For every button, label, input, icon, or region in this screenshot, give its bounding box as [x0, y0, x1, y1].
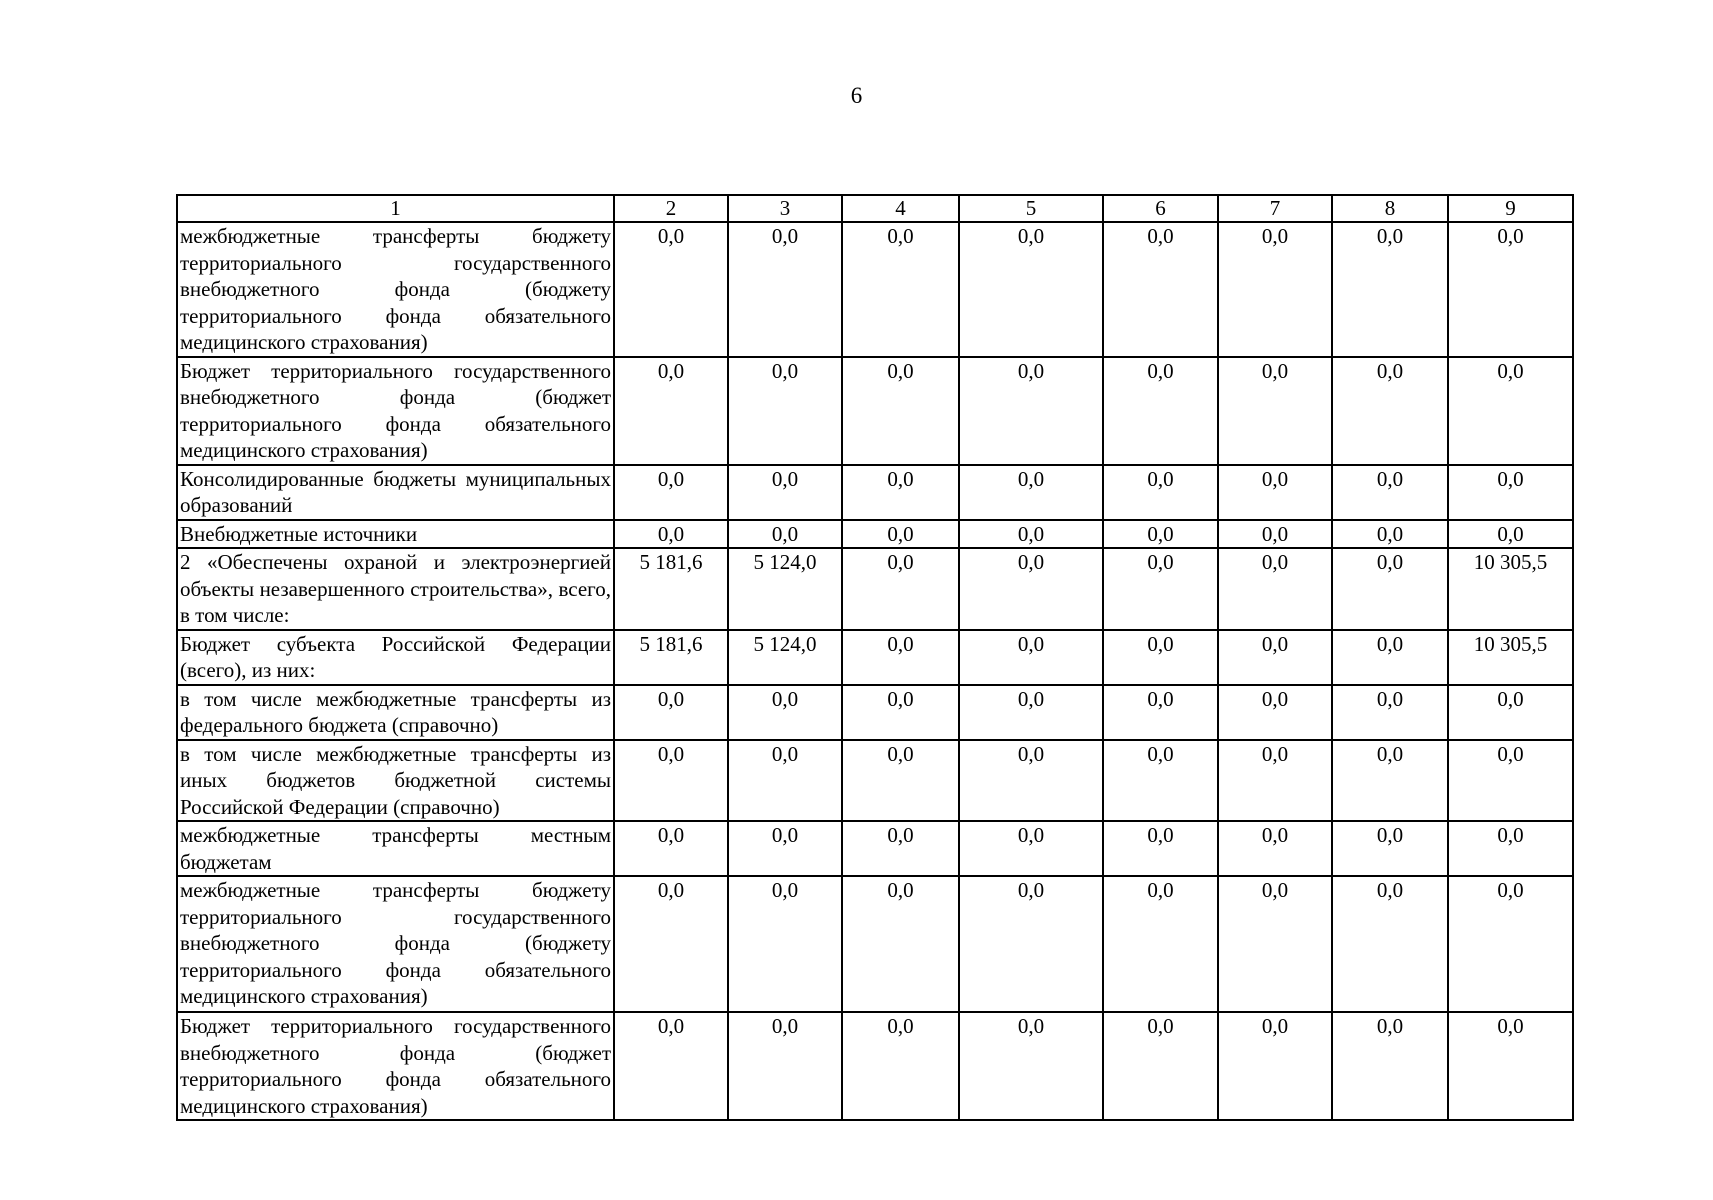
cell-value: 0,0: [1448, 357, 1573, 465]
cell-value: 0,0: [728, 357, 842, 465]
column-header: 9: [1448, 195, 1573, 222]
cell-value: 0,0: [1332, 1012, 1448, 1120]
cell-value: 0,0: [1218, 465, 1332, 520]
column-header: 3: [728, 195, 842, 222]
cell-value: 0,0: [842, 821, 959, 876]
cell-value: 0,0: [959, 876, 1103, 1012]
table-header: [177, 195, 1573, 222]
column-header: 2: [614, 195, 728, 222]
row-label: Бюджет субъекта Российской Федерации (всего), из них:: [177, 630, 614, 685]
cell-value: 0,0: [1332, 357, 1448, 465]
column-header: 8: [1332, 195, 1448, 222]
row-label: 2 «Обеспечены охраной и электроэнергией объекты незавершенного строительства», всего, в том числе:: [177, 548, 614, 630]
cell-value: 0,0: [1103, 357, 1218, 465]
cell-value: 0,0: [728, 685, 842, 740]
cell-value: 5 181,6: [614, 630, 728, 685]
table-row: [177, 685, 1573, 740]
cell-value: 0,0: [1332, 876, 1448, 1012]
cell-value: 0,0: [1448, 685, 1573, 740]
column-header: 5: [959, 195, 1103, 222]
cell-value: 0,0: [842, 630, 959, 685]
cell-value: 0,0: [959, 222, 1103, 357]
cell-value: 0,0: [1448, 740, 1573, 822]
cell-value: 0,0: [1448, 465, 1573, 520]
cell-value: 0,0: [1218, 222, 1332, 357]
table-row: [177, 740, 1573, 822]
cell-value: 0,0: [1332, 520, 1448, 549]
cell-value: 0,0: [728, 740, 842, 822]
cell-value: 0,0: [1103, 222, 1218, 357]
cell-value: 0,0: [1103, 465, 1218, 520]
cell-value: 0,0: [614, 1012, 728, 1120]
cell-value: 0,0: [1332, 630, 1448, 685]
cell-value: 0,0: [728, 222, 842, 357]
cell-value: 0,0: [1103, 1012, 1218, 1120]
cell-value: 0,0: [1218, 630, 1332, 685]
row-label: Бюджет территориального государственного внебюджетного фонда (бюджет территориального фонда обязательного медицинского страхования): [177, 1012, 614, 1120]
cell-value: 5 181,6: [614, 548, 728, 630]
cell-value: 0,0: [614, 821, 728, 876]
cell-value: 0,0: [1103, 548, 1218, 630]
cell-value: 0,0: [1103, 821, 1218, 876]
cell-value: 0,0: [959, 740, 1103, 822]
column-header: 6: [1103, 195, 1218, 222]
cell-value: 0,0: [1218, 821, 1332, 876]
cell-value: 0,0: [1332, 685, 1448, 740]
column-header: 4: [842, 195, 959, 222]
cell-value: 10 305,5: [1448, 548, 1573, 630]
table-row: [177, 548, 1573, 630]
cell-value: 0,0: [1332, 740, 1448, 822]
row-label: межбюджетные трансферты бюджету территориального государственного внебюджетного фонда (бюджету территориального фонда обязательного медицинского страхования): [177, 876, 614, 1012]
cell-value: 0,0: [842, 740, 959, 822]
table-row: [177, 222, 1573, 357]
cell-value: 0,0: [728, 465, 842, 520]
cell-value: 0,0: [1218, 548, 1332, 630]
cell-value: 0,0: [842, 685, 959, 740]
row-label: в том числе межбюджетные трансферты из федерального бюджета (справочно): [177, 685, 614, 740]
cell-value: 0,0: [1103, 520, 1218, 549]
cell-value: 0,0: [1332, 465, 1448, 520]
table-row: [177, 1012, 1573, 1120]
cell-value: 0,0: [1448, 876, 1573, 1012]
cell-value: 5 124,0: [728, 630, 842, 685]
row-label: Консолидированные бюджеты муниципальных образований: [177, 465, 614, 520]
cell-value: 0,0: [842, 520, 959, 549]
cell-value: 0,0: [614, 465, 728, 520]
cell-value: 0,0: [1103, 876, 1218, 1012]
table-row: [177, 357, 1573, 465]
cell-value: 0,0: [614, 222, 728, 357]
cell-value: 0,0: [1332, 548, 1448, 630]
table-row: [177, 876, 1573, 1012]
cell-value: 0,0: [728, 821, 842, 876]
cell-value: 0,0: [728, 520, 842, 549]
cell-value: 0,0: [1103, 630, 1218, 685]
cell-value: 0,0: [959, 465, 1103, 520]
cell-value: 0,0: [1218, 520, 1332, 549]
cell-value: 0,0: [614, 520, 728, 549]
cell-value: 0,0: [959, 548, 1103, 630]
page-number: 6: [850, 83, 863, 108]
cell-value: 0,0: [959, 357, 1103, 465]
cell-value: 0,0: [1103, 740, 1218, 822]
table-body: [177, 222, 1573, 1120]
cell-value: 0,0: [842, 548, 959, 630]
row-label: Бюджет территориального государственного внебюджетного фонда (бюджет территориального фонда обязательного медицинского страхования): [177, 357, 614, 465]
column-header: 7: [1218, 195, 1332, 222]
table-row: [177, 520, 1573, 549]
table-row: [177, 465, 1573, 520]
cell-value: 0,0: [959, 520, 1103, 549]
column-header: 1: [177, 195, 614, 222]
row-label: в том числе межбюджетные трансферты из иных бюджетов бюджетной системы Российской Федерации (справочно): [177, 740, 614, 822]
cell-value: 0,0: [1332, 821, 1448, 876]
cell-value: 0,0: [1332, 222, 1448, 357]
row-label: межбюджетные трансферты бюджету территориального государственного внебюджетного фонда (бюджету территориального фонда обязательного медицинского страхования): [177, 222, 614, 357]
cell-value: 0,0: [1103, 685, 1218, 740]
cell-value: 0,0: [959, 630, 1103, 685]
cell-value: 0,0: [1218, 740, 1332, 822]
cell-value: 10 305,5: [1448, 630, 1573, 685]
cell-value: 0,0: [728, 1012, 842, 1120]
cell-value: 0,0: [959, 685, 1103, 740]
cell-value: 0,0: [842, 1012, 959, 1120]
cell-value: 0,0: [614, 876, 728, 1012]
header-row: [177, 195, 1573, 222]
cell-value: 0,0: [959, 821, 1103, 876]
cell-value: 0,0: [1218, 1012, 1332, 1120]
cell-value: 0,0: [842, 876, 959, 1012]
cell-value: 0,0: [959, 1012, 1103, 1120]
cell-value: 0,0: [614, 740, 728, 822]
cell-value: 0,0: [1218, 876, 1332, 1012]
cell-value: 0,0: [1448, 520, 1573, 549]
cell-value: 0,0: [1448, 1012, 1573, 1120]
cell-value: 0,0: [1448, 222, 1573, 357]
cell-value: 5 124,0: [728, 548, 842, 630]
cell-value: 0,0: [728, 876, 842, 1012]
cell-value: 0,0: [614, 357, 728, 465]
cell-value: 0,0: [614, 685, 728, 740]
row-label: межбюджетные трансферты местным бюджетам: [177, 821, 614, 876]
table-row: [177, 630, 1573, 685]
cell-value: 0,0: [842, 357, 959, 465]
budget-table: [176, 194, 1574, 1121]
row-label: Внебюджетные источники: [177, 520, 614, 549]
cell-value: 0,0: [842, 222, 959, 357]
cell-value: 0,0: [1218, 685, 1332, 740]
table-row: [177, 821, 1573, 876]
cell-value: 0,0: [842, 465, 959, 520]
cell-value: 0,0: [1448, 821, 1573, 876]
cell-value: 0,0: [1218, 357, 1332, 465]
